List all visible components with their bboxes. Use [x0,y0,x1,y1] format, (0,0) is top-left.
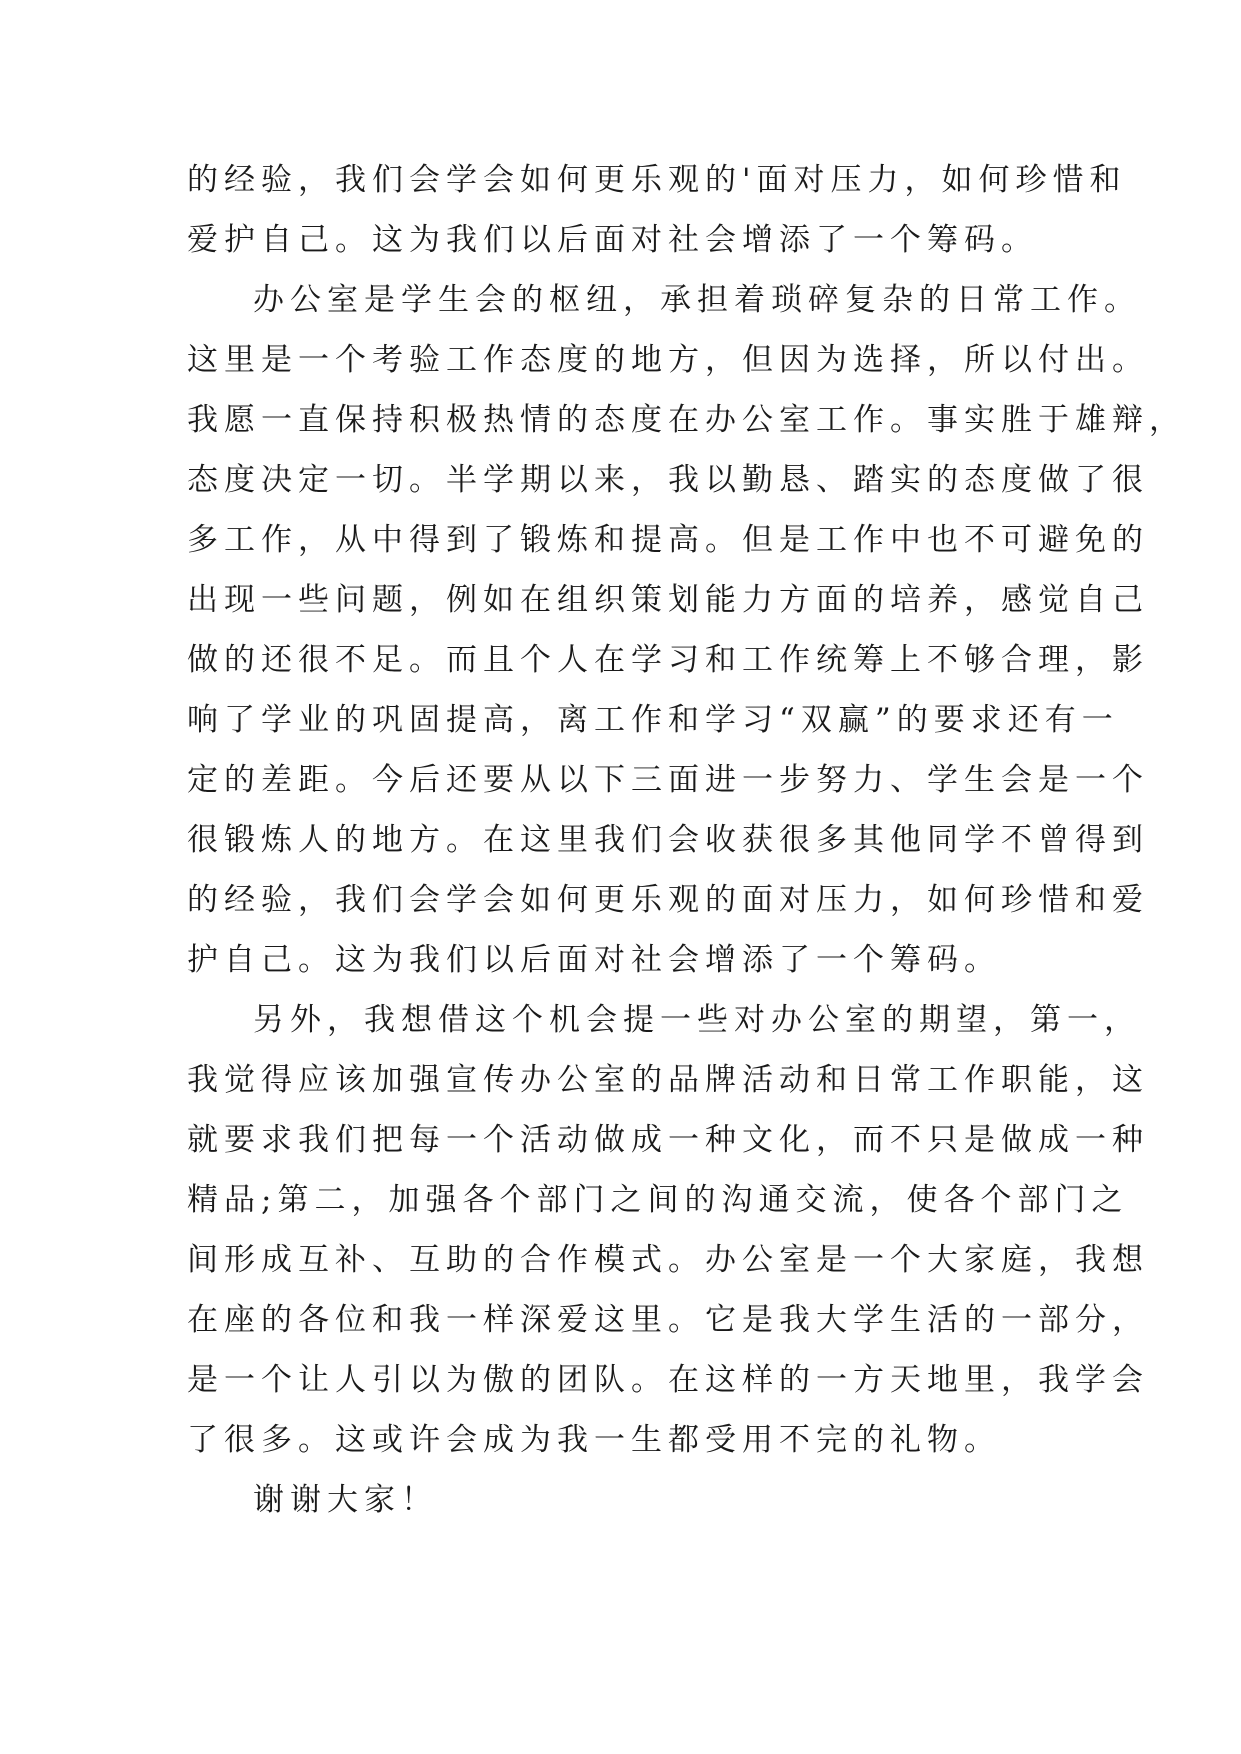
text-line: 的经验，我们会学会如何更乐观的面对压力，如何珍惜和爱 [187,882,1149,918]
document-body [187,150,1186,1530]
closing-line: 谢谢大家！ [253,1482,438,1518]
text-line: 护自己。这为我们以后面对社会增添了一个筹码。 [187,942,1001,978]
text-line: 做的还很不足。而且个人在学习和工作统筹上不够合理，影 [187,642,1149,678]
text-line: 我愿一直保持积极热情的态度在办公室工作。事实胜于雄辩， [187,402,1186,438]
paragraph-start-line: 办公室是学生会的枢纽，承担着琐碎复杂的日常工作。 [253,282,1141,318]
text-line: 了很多。这或许会成为我一生都受用不完的礼物。 [187,1422,1001,1458]
text-line: 是一个让人引以为傲的团队。在这样的一方天地里，我学会 [187,1362,1149,1398]
text-line: 我觉得应该加强宣传办公室的品牌活动和日常工作职能，这 [187,1062,1149,1098]
text-line: 态度决定一切。半学期以来，我以勤恳、踏实的态度做了很 [187,462,1149,498]
text-line: 多工作，从中得到了锻炼和提高。但是工作中也不可避免的 [187,522,1149,558]
text-line: 响了学业的巩固提高，离工作和学习“双赢”的要求还有一 [187,702,1119,738]
text-line: 精品;第二，加强各个部门之间的沟通交流，使各个部门之 [187,1182,1129,1218]
text-line: 在座的各位和我一样深爱这里。它是我大学生活的一部分， [187,1302,1149,1338]
text-line: 就要求我们把每一个活动做成一种文化，而不只是做成一种 [187,1122,1149,1158]
text-line: 出现一些问题，例如在组织策划能力方面的培养，感觉自己 [187,582,1149,618]
text-line: 这里是一个考验工作态度的地方，但因为选择，所以付出。 [187,342,1149,378]
paragraph-start-line: 另外，我想借这个机会提一些对办公室的期望，第一， [253,1002,1141,1038]
text-line: 很锻炼人的地方。在这里我们会收获很多其他同学不曾得到 [187,822,1149,858]
text-line: 爱护自己。这为我们以后面对社会增添了一个筹码。 [187,222,1038,258]
text-line: 定的差距。今后还要从以下三面进一步努力、学生会是一个 [187,762,1149,798]
text-line: 的经验，我们会学会如何更乐观的'面对压力，如何珍惜和 [187,162,1127,198]
text-line: 间形成互补、互助的合作模式。办公室是一个大家庭，我想 [187,1242,1149,1278]
